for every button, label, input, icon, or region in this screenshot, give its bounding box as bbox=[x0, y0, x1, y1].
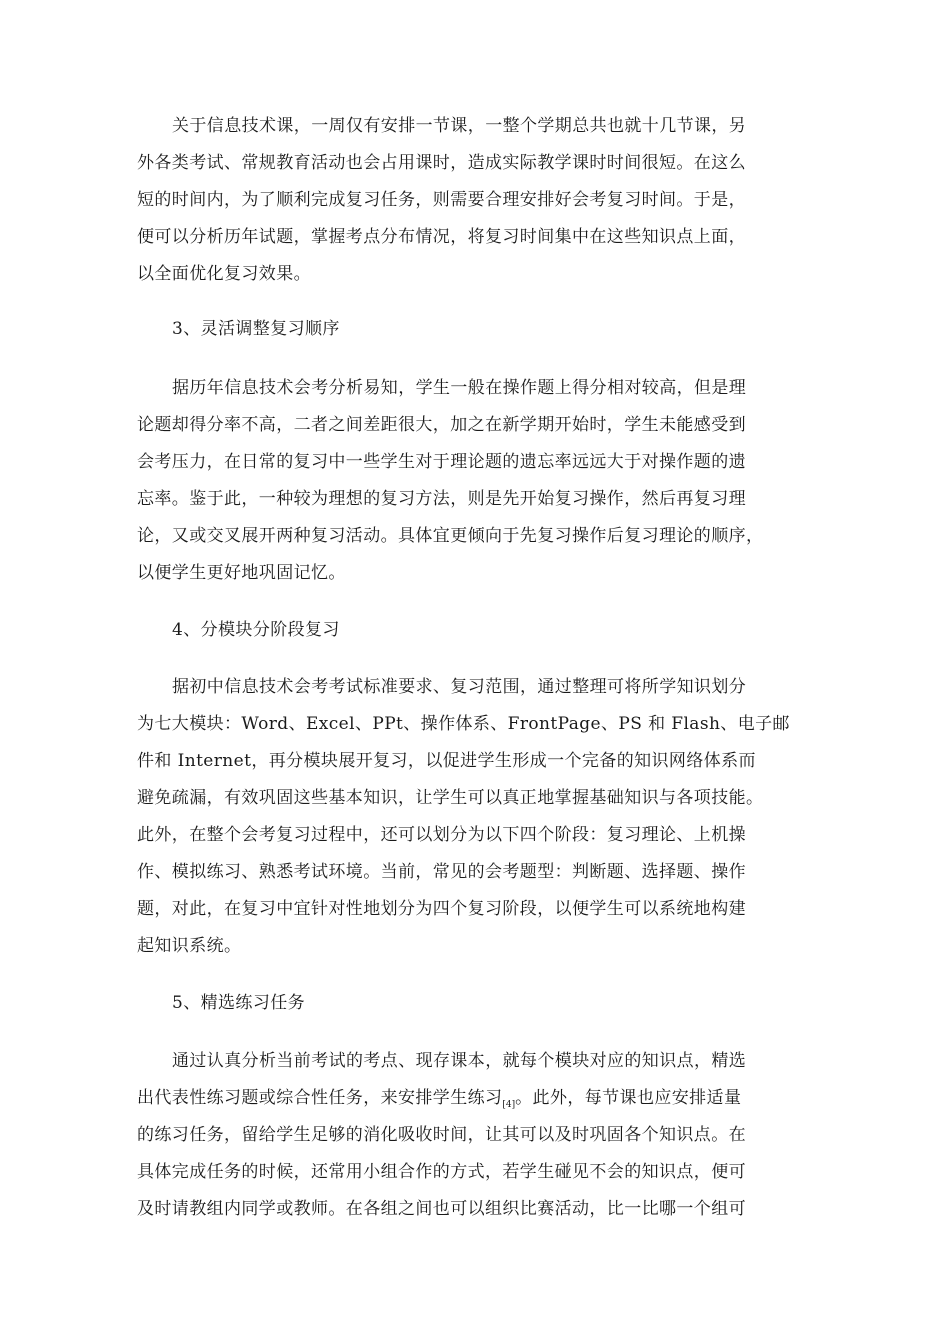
paragraph-1-line-4: 便可以分析历年试题，掌握考点分布情况，将复习时间集中在这些知识点上面， bbox=[137, 227, 746, 247]
paragraph-2-line-1: 据历年信息技术会考分析易知，学生一般在操作题上得分相对较高，但是理 bbox=[172, 378, 747, 398]
paragraph-3-line-8: 起知识系统。 bbox=[137, 936, 242, 956]
section-heading-3: 3、灵活调整复习顺序 bbox=[172, 319, 340, 339]
paragraph-3-line-5: 此外，在整个会考复习过程中，还可以划分为以下四个阶段：复习理论、上机操 bbox=[137, 825, 746, 845]
paragraph-3-line-7: 题，对此，在复习中宜针对性地划分为四个复习阶段，以便学生可以系统地构建 bbox=[137, 899, 746, 919]
paragraph-1-line-2: 外各类考试、常规教育活动也会占用课时，造成实际教学课时时间很短。在这么 bbox=[137, 153, 746, 173]
citation-ref: [4] bbox=[502, 1100, 516, 1110]
paragraph-2-line-4: 忘率。鉴于此，一种较为理想的复习方法，则是先开始复习操作，然后再复习理 bbox=[137, 489, 746, 509]
paragraph-1-line-1: 关于信息技术课，一周仅有安排一节课，一整个学期总共也就十几节课，另 bbox=[172, 116, 747, 136]
paragraph-2-line-3: 会考压力，在日常的复习中一些学生对于理论题的遗忘率远远大于对操作题的遗 bbox=[137, 452, 746, 472]
paragraph-3-line-4: 避免疏漏，有效巩固这些基本知识，让学生可以真正地掌握基础知识与各项技能。 bbox=[137, 788, 764, 808]
paragraph-2-line-5: 论，又或交叉展开两种复习活动。具体宜更倾向于先复习操作后复习理论的顺序， bbox=[137, 526, 764, 546]
paragraph-1-line-3: 短的时间内，为了顺利完成复习任务，则需要合理安排好会考复习时间。于是， bbox=[137, 190, 746, 210]
paragraph-1-line-5: 以全面优化复习效果。 bbox=[137, 264, 311, 284]
section-heading-5: 5、精选练习任务 bbox=[172, 993, 306, 1013]
paragraph-3-line-1: 据初中信息技术会考考试标准要求、复习范围，通过整理可将所学知识划分 bbox=[172, 677, 747, 697]
paragraph-3-line-3: 件和 Internet，再分模块展开复习，以促进学生形成一个完备的知识网络体系而 bbox=[137, 751, 756, 771]
paragraph-4-line-3: 的练习任务，留给学生足够的消化吸收时间，让其可以及时巩固各个知识点。在 bbox=[137, 1125, 746, 1145]
paragraph-4-line-2-text-b: 。此外，每节课也应安排适量 bbox=[515, 1088, 742, 1108]
paragraph-4-line-5: 及时请教组内同学或教师。在各组之间也可以组织比赛活动，比一比哪一个组可 bbox=[137, 1199, 746, 1219]
paragraph-3-line-6: 作、模拟练习、熟悉考试环境。当前，常见的会考题型：判断题、选择题、操作 bbox=[137, 862, 746, 882]
paragraph-4-line-1: 通过认真分析当前考试的考点、现存课本，就每个模块对应的知识点，精选 bbox=[172, 1051, 747, 1071]
paragraph-2-line-2: 论题却得分率不高，二者之间差距很大，加之在新学期开始时，学生未能感受到 bbox=[137, 415, 746, 435]
paragraph-4-line-2 bbox=[0, 1086, 950, 1117]
section-heading-4: 4、分模块分阶段复习 bbox=[172, 620, 340, 640]
paragraph-4-line-2-text-a: 出代表性练习题或综合性任务，来安排学生练习 bbox=[137, 1088, 503, 1108]
paragraph-3-line-2: 为七大模块：Word、Excel、PPt、操作体系、FrontPage、PS 和 Flash、电子邮 bbox=[137, 714, 790, 734]
paragraph-2-line-6: 以便学生更好地巩固记忆。 bbox=[137, 563, 346, 583]
paragraph-4-line-4: 具体完成任务的时候，还常用小组合作的方式，若学生碰见不会的知识点，便可 bbox=[137, 1162, 746, 1182]
